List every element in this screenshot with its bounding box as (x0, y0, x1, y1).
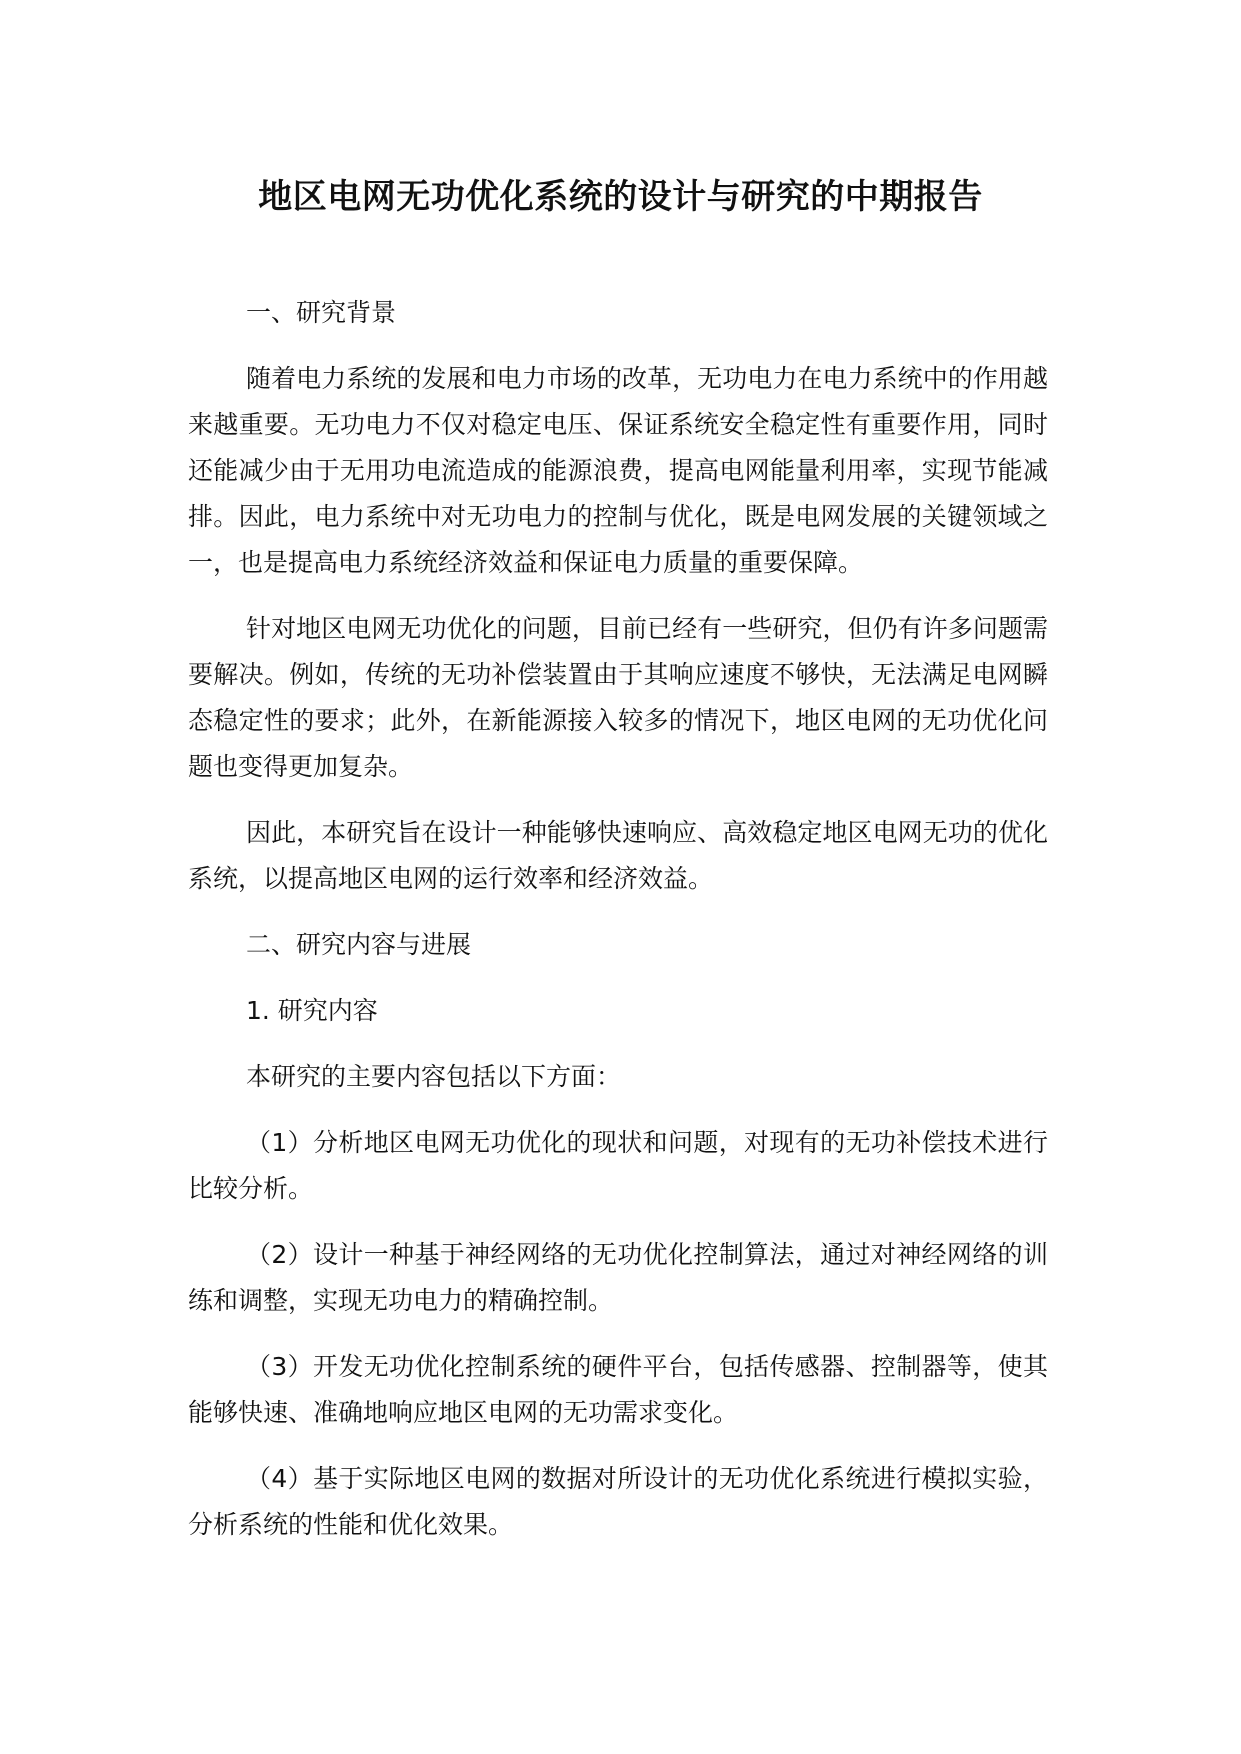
list-item: （3）开发无功优化控制系统的硬件平台，包括传感器、控制器等，使其能够快速、准确地响应地区电网的无功需求变化。 (188, 1352, 1048, 1427)
document-body (188, 290, 1048, 1568)
paragraph-content-intro: 本研究的主要内容包括以下方面： (246, 1062, 622, 1091)
section-heading-background: 一、研究背景 (246, 298, 397, 327)
list-item: （1）分析地区电网无功优化的现状和问题，对现有的无功补偿技术进行比较分析。 (188, 1128, 1048, 1203)
document-title: 地区电网无功优化系统的设计与研究的中期报告 (258, 177, 983, 217)
section-heading-content-progress: 二、研究内容与进展 (246, 930, 472, 959)
subsection-heading-content: 1. 研究内容 (246, 996, 378, 1025)
paragraph-background-2: 针对地区电网无功优化的问题，目前已经有一些研究，但仍有许多问题需要解决。例如，传统的无功补偿装置由于其响应速度不够快，无法满足电网瞬态稳定性的要求；此外，在新能源接入较多的情况下，地区电网的无功优化问题也变得更加复杂。 (188, 614, 1048, 781)
paragraph-background-3: 因此，本研究旨在设计一种能够快速响应、高效稳定地区电网无功的优化系统，以提高地区电网的运行效率和经济效益。 (188, 818, 1048, 893)
paragraph-background-1: 随着电力系统的发展和电力市场的改革，无功电力在电力系统中的作用越来越重要。无功电力不仅对稳定电压、保证系统安全稳定性有重要作用，同时还能减少由于无用功电流造成的能源浪费，提高电网能量利用率，实现节能减排。因此，电力系统中对无功电力的控制与优化，既是电网发展的关键领域之一，也是提高电力系统经济效益和保证电力质量的重要保障。 (188, 364, 1048, 577)
list-item: （4）基于实际地区电网的数据对所设计的无功优化系统进行模拟实验，分析系统的性能和优化效果。 (188, 1464, 1048, 1539)
list-item: （2）设计一种基于神经网络的无功优化控制算法，通过对神经网络的训练和调整，实现无功电力的精确控制。 (188, 1240, 1048, 1315)
